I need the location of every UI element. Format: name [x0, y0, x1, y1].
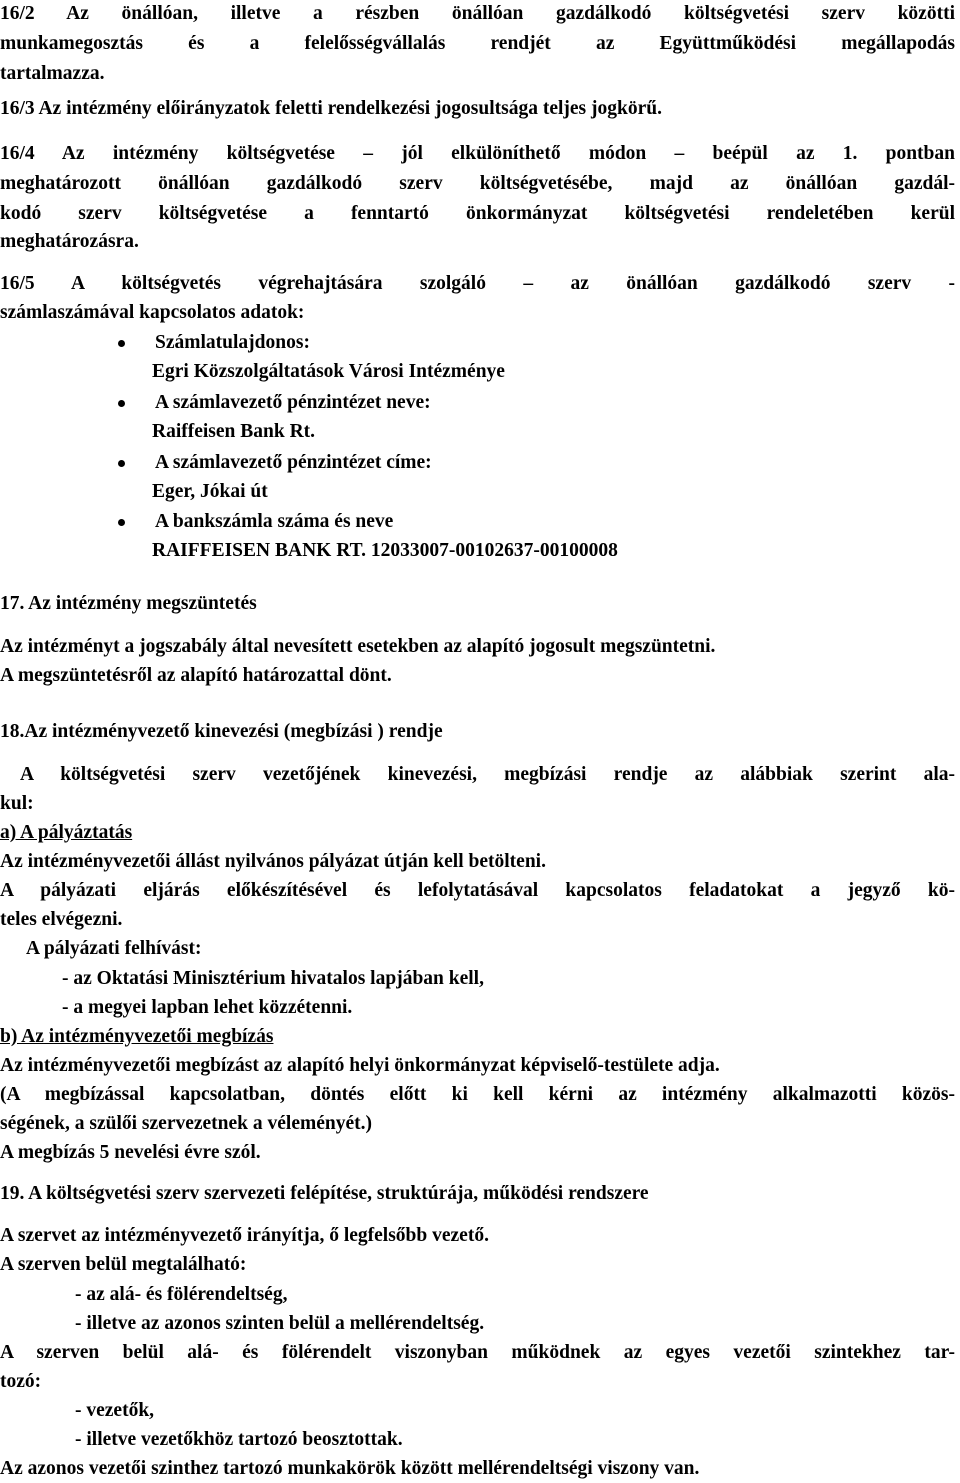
s19-last-line: Az azonos vezetői szinthez tartozó munkakörök között mellérendeltségi viszony van. — [0, 1458, 700, 1479]
s16-5-line-2: számlaszámával kapcsolatos adatok: — [0, 302, 305, 323]
s19-dash-1: - az alá- és fölérendeltség, — [75, 1284, 288, 1305]
s16-5-line-1: 16/5 A költségvetés végrehajtására szolgáló – az önállóan gazdálkodó szerv - — [0, 273, 955, 294]
account-item-value: Raiffeisen Bank Rt. — [152, 421, 316, 442]
s19-dash-3: - vezetők, — [75, 1400, 155, 1421]
s18-a-call: A pályázati felhívást: — [26, 938, 202, 959]
s19-line-1: A szervet az intézményvezető irányítja, ő legfelsőbb vezető. — [0, 1225, 489, 1246]
s16-4-line-3: kodó szerv költségvetése a fenntartó önkormányzat költségvetési rendeletében kerül — [0, 203, 955, 224]
s17-heading: 17. Az intézmény megszüntetés — [0, 593, 257, 614]
s16-4-line-2: meghatározott önállóan gazdálkodó szerv költségvetésébe, majd az önállóan gazdál- — [0, 173, 955, 194]
account-item-label: Számlatulajdonos: — [155, 332, 310, 353]
s18-a-dash-1: - az Oktatási Minisztérium hivatalos lapjában kell, — [62, 968, 484, 989]
s16-4-line-4: meghatározásra. — [0, 231, 139, 252]
account-item-value: Egri Közszolgáltatások Városi Intézménye — [152, 361, 505, 382]
s18-b-line-4: A megbízás 5 nevelési évre szól. — [0, 1142, 261, 1163]
s18-heading: 18.Az intézményvezető kinevezési (megbízási ) rendje — [0, 721, 443, 742]
s18-a-line-1: Az intézményvezetői állást nyilvános pályázat útján kell betölteni. — [0, 851, 546, 872]
s17-line-2: A megszüntetésről az alapító határozattal dönt. — [0, 665, 392, 686]
s18-a-line-2: A pályázati eljárás előkészítésével és lefolytatásával kapcsolatos feladatokat a jegyző kö- — [0, 880, 955, 901]
s18-a-line-3: teles elvégezni. — [0, 909, 123, 930]
bullet-icon — [118, 460, 125, 467]
s17-line-1: Az intézményt a jogszabály által nevesített esetekben az alapító jogosult megszüntetni. — [0, 636, 716, 657]
s16-2-line-2: munkamegosztás és a felelősségvállalás rendjét az Együttműködési megállapodás — [0, 33, 955, 54]
s18-b-line-3: ségének, a szülői szervezetnek a véleményét.) — [0, 1113, 373, 1134]
s18-b-line-1: Az intézményvezetői megbízást az alapító helyi önkormányzat képviselő-testülete adja. — [0, 1055, 720, 1076]
account-item-label: A bankszámla száma és neve — [155, 511, 394, 532]
s19-line-2: A szerven belül megtalálható: — [0, 1254, 247, 1275]
s18-intro-line-1: A költségvetési szerv vezetőjének kinevezési, megbízási rendje az alábbiak szerint ala- — [20, 764, 955, 785]
s16-3-line: 16/3 Az intézmény előirányzatok feletti rendelkezési jogosultsága teljes jogkörű. — [0, 98, 662, 119]
s19-line-3: A szerven belül alá- és fölérendelt viszonyban működnek az egyes vezetői szintekhez tar- — [0, 1342, 955, 1363]
account-item-value: Eger, Jókai út — [152, 481, 268, 502]
s16-2-line-1: 16/2 Az önállóan, illetve a részben önállóan gazdálkodó költségvetési szerv közötti — [0, 3, 955, 24]
account-item-value: RAIFFEISEN BANK RT. 12033007-00102637-00100008 — [152, 540, 618, 561]
s16-2-line-3: tartalmazza. — [0, 63, 105, 84]
s16-4-line-1: 16/4 Az intézmény költségvetése – jól elkülöníthető módon – beépül az 1. pontban — [0, 143, 955, 164]
s19-heading: 19. A költségvetési szerv szervezeti felépítése, struktúrája, működési rendszere — [0, 1183, 649, 1204]
bullet-icon — [118, 400, 125, 407]
s18-a-dash-2: - a megyei lapban lehet közzétenni. — [62, 997, 353, 1018]
s19-line-4: tozó: — [0, 1371, 42, 1392]
s18-a-heading: a) A pályáztatás — [0, 822, 133, 843]
s18-b-line-2: (A megbízással kapcsolatban, döntés előtt ki kell kérni az intézmény alkalmazotti közös- — [0, 1084, 955, 1105]
s19-dash-2: - illetve az azonos szinten belül a mellérendeltség. — [75, 1313, 485, 1334]
s19-dash-4: - illetve vezetőkhöz tartozó beosztottak. — [75, 1429, 403, 1450]
s18-intro-line-2: kul: — [0, 793, 34, 814]
bullet-icon — [118, 340, 125, 347]
account-item-label: A számlavezető pénzintézet címe: — [155, 452, 432, 473]
bullet-icon — [118, 519, 125, 526]
s18-b-heading: b) Az intézményvezetői megbízás — [0, 1026, 274, 1047]
account-item-label: A számlavezető pénzintézet neve: — [155, 392, 431, 413]
